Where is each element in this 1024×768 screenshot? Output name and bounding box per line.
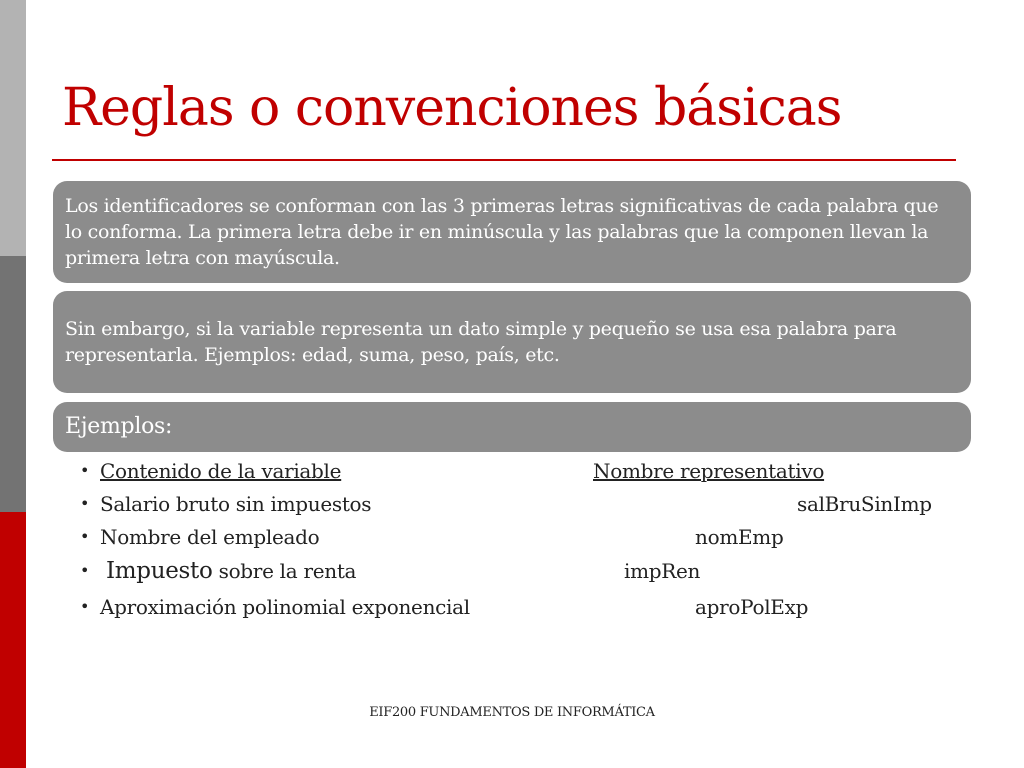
variable-content-lead: Impuesto	[106, 558, 213, 584]
rule-box-identifiers	[53, 181, 971, 283]
side-bar-bottom	[0, 512, 26, 768]
bullet: •	[80, 494, 90, 513]
slide-footer	[0, 705, 1024, 720]
column-header-content: Contenido de la variable	[100, 459, 342, 483]
footer-text: EIF200 FUNDAMENTOS DE INFORMÁTICA	[369, 705, 655, 720]
title-underline	[52, 159, 956, 161]
bullet: •	[80, 561, 90, 580]
examples-header-text: Ejemplos:	[65, 414, 173, 439]
bullet: •	[80, 461, 90, 480]
variable-content: Aproximación polinomial exponencial	[100, 595, 470, 619]
rule-text-simple-data: Sin embargo, si la variable representa un dato simple y pequeño se usa esa palabra para representarla. Ejemplos: edad, suma, peso, país, etc.	[65, 318, 897, 366]
side-bar-top	[0, 0, 26, 256]
variable-content-rest: sobre la renta	[212, 559, 357, 583]
side-bar-middle	[0, 256, 26, 512]
column-header-name: Nombre representativo	[593, 459, 825, 483]
variable-name: impRen	[624, 559, 701, 583]
rule-text-identifiers: Los identificadores se conforman con las 3 primeras letras significativas de cada palabra que lo conforma. La primera letra debe ir en minúscula y las palabras que la componen llevan la primera letra con mayúscula.	[65, 195, 939, 269]
variable-name: salBruSinImp	[797, 492, 932, 516]
variable-name: nomEmp	[695, 525, 784, 549]
variable-name: aproPolExp	[695, 595, 809, 619]
variable-content	[106, 556, 356, 586]
list-item	[80, 556, 980, 588]
bullet: •	[80, 527, 90, 546]
variable-content: Nombre del empleado	[100, 525, 320, 549]
variable-content: Salario bruto sin impuestos	[100, 492, 372, 516]
examples-header-box	[53, 402, 971, 452]
rule-box-simple-data	[53, 291, 971, 393]
list-item-header	[80, 456, 980, 488]
list-item	[80, 522, 980, 554]
slide-title: Reglas o convenciones básicas	[62, 78, 842, 138]
list-item	[80, 489, 980, 521]
bullet: •	[80, 597, 90, 616]
list-item	[80, 592, 980, 624]
